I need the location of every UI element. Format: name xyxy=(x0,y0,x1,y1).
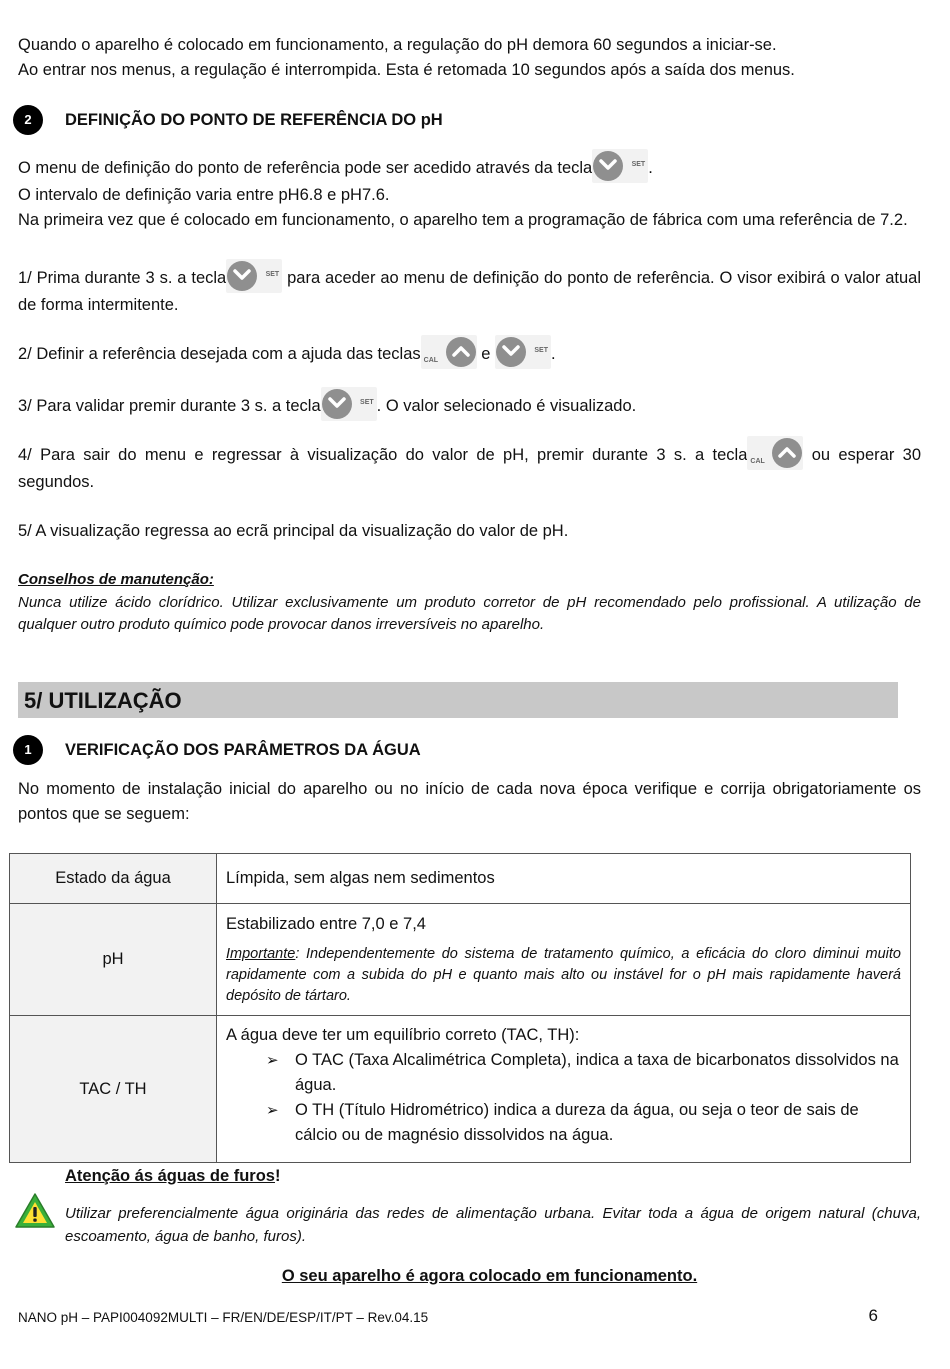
ph-important-note: Importante: Independentemente do sistema de tratamento químico, a eficácia do cloro diminui muito rapidamente com a subida do pH e quanto mais alto ou instável for o pH mais rapidamente haverá depósito de tártaro. xyxy=(226,946,901,1004)
table-cell-label: pH xyxy=(10,904,217,1016)
list-item: ➢ O TAC (Taxa Alcalimétrica Completa), indica a taxa de bicarbonatos dissolvidos na água. xyxy=(266,1048,901,1098)
maintenance-advice-text: Nunca utilize ácido clorídrico. Utilizar exclusivamente um produto corretor de pH recomendado pelo profissional. A utilização de qualquer outro produto químico pode provocar danos irreversíveis no aparelho. xyxy=(18,594,921,633)
warning-title: Atenção ás águas de furos! xyxy=(65,1167,281,1185)
water-params-title: VERIFICAÇÃO DOS PARÂMETROS DA ÁGUA xyxy=(65,741,421,759)
setpoint-heading xyxy=(18,105,921,135)
table-cell-label: Estado da água xyxy=(10,854,217,904)
final-statement: O seu aparelho é agora colocado em funcionamento. xyxy=(281,1267,698,1285)
step-2: 2/ Definir a referência desejada com a ajuda das teclas CAL e SET . xyxy=(18,335,921,369)
arrow-bullet-icon: ➢ xyxy=(266,1102,279,1119)
warning-triangle-icon xyxy=(14,1192,56,1238)
set-key-icon: SET xyxy=(592,149,648,183)
arrow-bullet-icon: ➢ xyxy=(266,1052,279,1069)
set-key-icon: SET xyxy=(321,387,377,421)
table-row xyxy=(10,854,911,904)
list-item: ➢ O TH (Título Hidrométrico) indica a dureza da água, ou seja o teor de sais de cálcio ou de magnésio dissolvidos na água. xyxy=(266,1098,901,1148)
borehole-warning xyxy=(18,1164,921,1248)
table-cell-label: TAC / TH xyxy=(10,1016,217,1163)
table-cell-value: Límpida, sem algas nem sedimentos xyxy=(217,854,911,904)
page-number: 6 xyxy=(868,1306,878,1325)
table-row xyxy=(10,904,911,1016)
set-key-icon: SET xyxy=(495,335,551,369)
table-cell-value xyxy=(217,1016,911,1163)
setpoint-paragraph-2: O intervalo de definição varia entre pH6.8 e pH7.6. xyxy=(18,186,390,204)
cal-key-icon: CAL xyxy=(747,436,803,470)
section-number-badge: 1 xyxy=(13,735,43,765)
step-3: 3/ Para validar premir durante 3 s. a tecla SET . O valor selecionado é visualizado. xyxy=(18,387,921,421)
section-number-badge: 2 xyxy=(13,105,43,135)
water-parameters-table xyxy=(9,853,911,1163)
document-page xyxy=(18,33,921,1289)
intro-line-2: Ao entrar nos menus, a regulação é interrompida. Esta é retomada 10 segundos após a saída dos menus. xyxy=(18,61,795,79)
set-key-icon: SET xyxy=(226,259,282,293)
ph-range: Estabilizado entre 7,0 e 7,4 xyxy=(226,915,426,933)
intro-line-1: Quando o aparelho é colocado em funcionamento, a regulação do pH demora 60 segundos a iniciar-se. xyxy=(18,36,777,54)
setpoint-paragraph-1: O menu de definição do ponto de referência pode ser acedido através da tecla SET . xyxy=(18,149,921,183)
section-5-title: 5/ UTILIZAÇÃO xyxy=(18,682,898,718)
water-params-intro: No momento de instalação inicial do aparelho ou no início de cada nova época verifique e corrija obrigatoriamente os pontos que se seguem: xyxy=(18,780,921,823)
setpoint-title: DEFINIÇÃO DO PONTO DE REFERÊNCIA DO pH xyxy=(65,111,443,129)
tac-th-list xyxy=(226,1048,901,1148)
footer-document-reference: NANO pH – PAPI004092MULTI – FR/EN/DE/ESP/IT/PT – Rev.04.15 xyxy=(18,1310,429,1325)
table-cell-value xyxy=(217,904,911,1016)
tac-th-intro: A água deve ter um equilíbrio correto (TAC, TH): xyxy=(226,1026,580,1044)
step-5: 5/ A visualização regressa ao ecrã principal da visualização do valor de pH. xyxy=(18,522,569,540)
step-1: 1/ Prima durante 3 s. a tecla SET para aceder ao menu de definição do ponto de referência. O visor exibirá o valor atual de forma intermitente. xyxy=(18,259,921,318)
step-4: 4/ Para sair do menu e regressar à visualização do valor de pH, premir durante 3 s. a tecla CAL ou esperar 30 segundos. xyxy=(18,436,921,495)
warning-text: Utilizar preferencialmente água originária das redes de alimentação urbana. Evitar toda a água de origem natural (chuva, escoamento, água de banho, furos). xyxy=(65,1205,921,1245)
water-params-heading xyxy=(18,735,921,765)
cal-key-icon: CAL xyxy=(421,335,477,369)
maintenance-advice-title: Conselhos de manutenção: xyxy=(18,571,214,588)
table-row xyxy=(10,1016,911,1163)
setpoint-paragraph-3: Na primeira vez que é colocado em funcionamento, o aparelho tem a programação de fábrica com uma referência de 7.2. xyxy=(18,211,908,229)
page-footer xyxy=(18,1305,878,1330)
